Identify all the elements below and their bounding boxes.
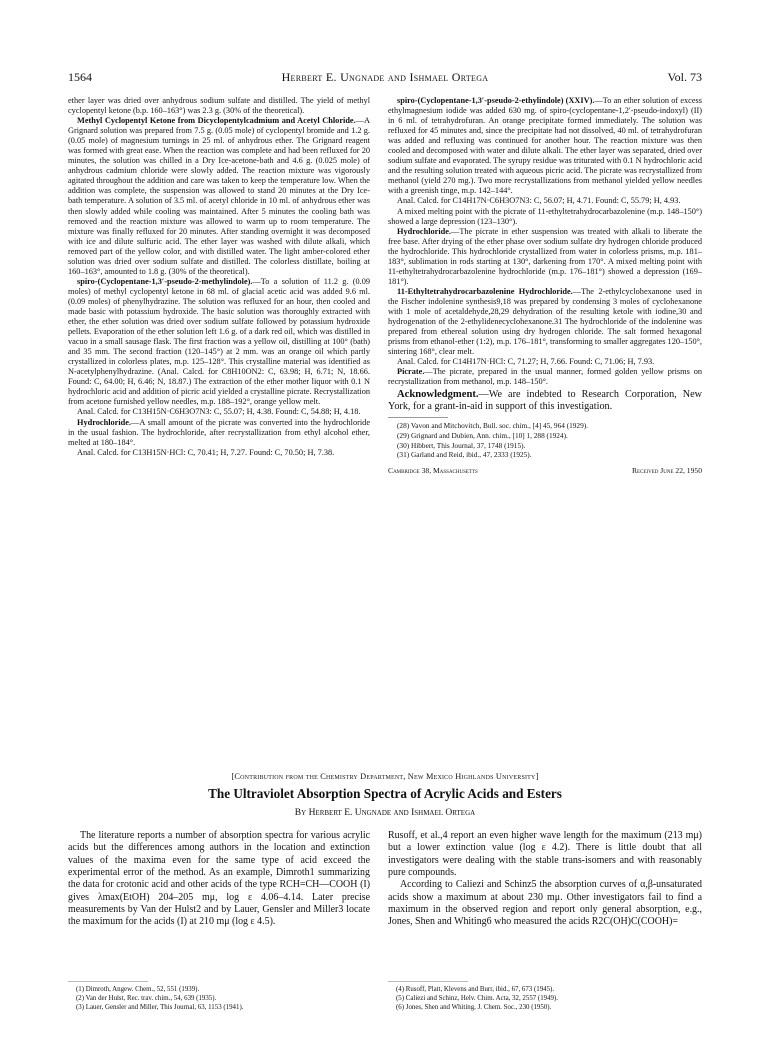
paragraph: Picrate.—The picrate, prepared in the usual manner, formed golden yellow prisms on recrystallization from methanol, m.p. 148–150°. — [388, 367, 702, 387]
paragraph: Hydrochloride.—A small amount of the picrate was converted into the hydrochloride in the usual fashion. The hydrochloride, after recrystallization from ethyl alcohol ether, melted at 180–184°. — [68, 417, 370, 447]
analysis-line: Anal. Calcd. for C13H15N·HCl: C, 70.41; H, 7.27. Found: C, 70.50; H, 7.38. — [77, 447, 335, 457]
right-column — [388, 96, 702, 476]
footnote-item: (2) Van der Hulst, Rec. trav. chim., 54, 639 (1935). — [76, 995, 217, 1003]
reference-item: (29) Grignard and Dubien, Ann. chim., [10] 1, 288 (1924). — [397, 431, 568, 441]
acknowledgment-heading: Acknowledgment. — [397, 389, 479, 401]
reference-item: (31) Garland and Reid, ibid., 47, 2333 (1925). — [397, 450, 532, 460]
paragraph: spiro-(Cyclopentane-1,3′-pseudo-2-ethylindole) (XXIV).—To an ether solution of excess ethylmagnesium iodide was added 630 mg. of spiro-(cyclopentane-1,2′-pseudo-indoxyl) (II) in 6 ml. of tetrahydrofuran. An orange precipitate formed immediately. The solution was refluxed for 45 minutes and, since the precipitate had not dissolved, 40 ml. of tetrahydrofuran was added and refluxing was continued for another hour. The reaction mixture was then cooled and decomposed with water and dilute alkali. The ether layer was separated, dried over sodium sulfate and evaporated. The syrupy residue was triturated with 0.1 N hydrochloric acid and the resulting solution treated with aqueous picric acid. The picrate was recrystallized from methanol (yield 270 mg.). Two more recrystallizations from methanol yielded yellow needles with a greenish tinge, m.p. 142–144°. — [388, 96, 702, 196]
analysis-line: Anal. Calcd. for C13H15N·C6H3O7N3: C, 55.07; H, 4.38. Found: C, 54.88; H, 4.18. — [77, 407, 361, 417]
section-heading: Hydrochloride. — [397, 226, 452, 236]
page-header — [68, 70, 702, 86]
footnote-item: (6) Jones, Shen and Whiting, J. Chem. Soc., 230 (1950). — [396, 1004, 552, 1012]
footnote-rule — [388, 981, 468, 982]
footnotes-right — [388, 985, 702, 1013]
article-title: The Ultraviolet Absorption Spectra of Acrylic Acids and Esters — [208, 786, 562, 801]
reference-item: (30) Hibbert, This Journal, 37, 1748 (1915). — [397, 440, 526, 450]
article-left-column — [68, 830, 370, 929]
acknowledgment: Acknowledgment.—We are indebted to Research Corporation, New York, for a grant-in-aid in support of this investigation. — [388, 389, 702, 413]
footnote-item: (4) Rusoff, Platt, Klevens and Burr, ibid., 67, 673 (1945). — [396, 986, 555, 993]
paragraph: Methyl Cyclopentyl Ketone from Dicyclopentylcadmium and Acetyl Chloride.—A Grignard solution was prepared from 7.5 g. (0.05 mole) of cyclopentyl bromide and 1.2 g. (0.05 mole) of magnesium turnings in 25 ml. of anhydrous ether. The Grignard reagent was formed with great ease. When the reaction was complete and had been refluxed for 20 minutes, the solution was chilled in a Dry Ice-acetone-bath and 4.6 g. (0.025 mole) of anhydrous cadmium chloride were slowly added. The reaction mixture was vigorously agitated throughout the addition and care was taken to keep the temperature low. When the addition was complete, the suspension was allowed to stand 20 minutes at the Dry Ice-bath temperature. A solution of 3.5 ml. of acetyl chloride in 10 ml. of anhydrous ether was then slowly added while cooling was maintained. After 5 minutes the cooling bath was removed and the reaction mixture was allowed to warm up to room temperature. The mixture was finally refluxed for 20 minutes. After standing overnight it was decomposed with ice and dilute sulfuric acid. The ether layer was washed with dilute alkali, which removed part of the yellow color, and with distilled water. The light amber-colored ether solution was dried over sodium sulfate and distilled. The colorless distillate, boiling at 160–163°, amounted to 1.8 g. (30% of the theoretical). — [68, 116, 370, 276]
section-heading: Hydrochloride. — [77, 417, 132, 427]
paragraph: 11-Ethyltetrahydrocarbazolenine Hydrochloride.—The 2-ethylcyclohexanone used in the Fischer indolenine synthesis9,18 was prepared by condensing 3 moles of cyclohexanone with 1 mole of acetaldehyde,28,29 dehydration of the resulting ketole with iodine,30 and hydrogenation of the 2-ethylidenecyclohexanone.31 The hydrochloride of the indolenine was prepared from ethereal solution using dry hydrogen chloride. The salt formed hexagonal prisms from ethanol-ether (1:2), m.p. 176–181°, transforming to smaller aggregates 120–150°, sintering 168°, clear melt. — [388, 286, 702, 357]
department-line: [Contribution from the Chemistry Department, New Mexico Highlands University] — [231, 772, 539, 781]
footnotes-left — [68, 985, 370, 1013]
paragraph: spiro-(Cyclopentane-1,3′-pseudo-2-methylindole).—To a solution of 11.2 g. (0.09 moles) of methyl cyclopentyl ketone in 68 ml. of glacial acetic acid was added 9.6 ml. (0.09 moles) of phenylhydrazine. The solution was refluxed for an hour, then cooled and made basic with potassium hydroxide. The basic solution was thoroughly extracted with ether, the ether solution was dried over sodium sulfate followed by potassium hydroxide pellets. Evaporation of the ether solution left 1.6 g. of a dark red oil, which was distilled in vacuo in a small sausage flask. The first fraction was a yellow oil, distilling at 100° (bath) and 35 mm. The second fraction (120–145°) at 2 mm. was an orange oil which partly crystallized in colorless plates, m.p. 125–128°. This crystalline material was identified as N-acetylphenylhydrazine. (Anal. Calcd. for C8H10ON2: C, 63.98; H, 6.71; N, 18.66. Found: C, 64.00; H, 6.46; N, 18.87.) The extraction of the ether mother liquor with 0.1 N hydrochloric acid and addition of picric acid yielded a crystalline picrate. Recrystallization from acetone furnished yellow needles, m.p. 188–192°, orange yellow melt. — [68, 276, 370, 407]
dateline — [388, 466, 702, 476]
left-column — [68, 96, 370, 458]
paragraph: Hydrochloride.—The picrate in ether suspension was treated with alkali to liberate the free base. After drying of the ether phase over sodium sulfate dry hydrogen chloride produced the hydrochloride. This hydrochloride crystallized from water in colorless prisms, m.p. 181–183°, sublimation in rods starting at 130°, darkening from 170°. A mixed melting point with 11-ethyltetrahydrocarbazolenine hydrochloride (m.p. 176–181°) showed a depression (169–181°). — [388, 226, 702, 286]
section-heading: spiro-(Cyclopentane-1,3′-pseudo-2-ethylindole) (XXIV). — [397, 96, 595, 105]
section-heading: 11-Ethyltetrahydrocarbazolenine Hydrochloride. — [397, 286, 573, 296]
reference-item: (28) Vavon and Mitchovitch, Bull. soc. chim., [4] 45, 964 (1929). — [397, 421, 588, 431]
section-heading: Picrate. — [397, 367, 425, 377]
footnote-item: (5) Caliezi and Schinz, Helv. Chim. Acta, 32, 2557 (1949). — [396, 995, 559, 1003]
paragraph: Rusoff, et al.,4 report an even higher wave length for the maximum (213 mμ) but a lower extinction value (log ε 4.2). There is little doubt that all investigators were dealing with the stable trans-isomers and with reasonably pure compounds. — [388, 830, 702, 879]
volume-label: Vol. 73 — [667, 70, 702, 84]
page-number: 1564 — [68, 70, 92, 84]
paragraph: ether layer was dried over anhydrous sodium sulfate and distilled. The yield of methyl cyclopentyl ketone (b.p. 160–163°) was 2.3 g. (30% of the theoretical). — [68, 96, 370, 116]
section-heading: spiro-(Cyclopentane-1,3′-pseudo-2-methylindole). — [77, 276, 253, 286]
article-right-column — [388, 830, 702, 929]
article-byline: By Herbert E. Ungnade and Ishmael Ortega — [294, 808, 476, 818]
paragraph: The literature reports a number of absorption spectra for various acrylic acids but the differences among authors in the location and extinction values of the maxima even for the same type of acid exceed the experimental error of the method. As an example, Dimroth1 summarizing the data for crotonic acid and other acids of the type RCH=CH—COOH (I) gives λmax(EtOH) 204–205 mμ, log ε 4.06–4.14. Later precise measurements by Van der Hulst2 and by Lauer, Gensler and Miller3 locate the maximum for the acids (I) at 210 mμ (log ε 4.5). — [68, 830, 370, 928]
footnote-item: (1) Dimroth, Angew. Chem., 52, 551 (1939). — [76, 986, 200, 993]
references-list — [388, 421, 702, 460]
section-heading: Methyl Cyclopentyl Ketone from Dicyclopentylcadmium and Acetyl Chloride. — [77, 116, 356, 126]
references-rule — [388, 417, 448, 418]
dateline-received: Received June 22, 1950 — [631, 466, 702, 476]
dateline-place: Cambridge 38, Massachusetts — [388, 466, 478, 476]
analysis-line: Anal. Calcd. for C14H17N·HCl: C, 71.27; H, 7.66. Found: C, 71.06; H, 7.93. — [397, 357, 655, 367]
footnote-rule — [68, 981, 148, 982]
paragraph: According to Caliezi and Schinz5 the absorption curves of α,β-unsaturated acids show a maximum at about 230 mμ. Other investigators fail to find a maximum in the observed region and report only general absorption, e.g., Jones, Shen and Whiting6 who measured the acids R2C(OH)C(COOH)= — [388, 879, 702, 928]
footnote-item: (3) Lauer, Gensler and Miller, This Journal, 63, 1153 (1941). — [76, 1004, 244, 1012]
running-title: Herbert E. Ungnade and Ishmael Ortega — [281, 70, 489, 84]
analysis-line: Anal. Calcd. for C14H17N·C6H3O7N3: C, 56.07; H, 4.71. Found: C, 55.79; H, 4.93. — [397, 196, 681, 206]
paragraph: A mixed melting point with the picrate of 11-ethyltetrahydrocarbazolenine (m.p. 148–150°) showed a large depression (123–130°). — [388, 206, 702, 226]
